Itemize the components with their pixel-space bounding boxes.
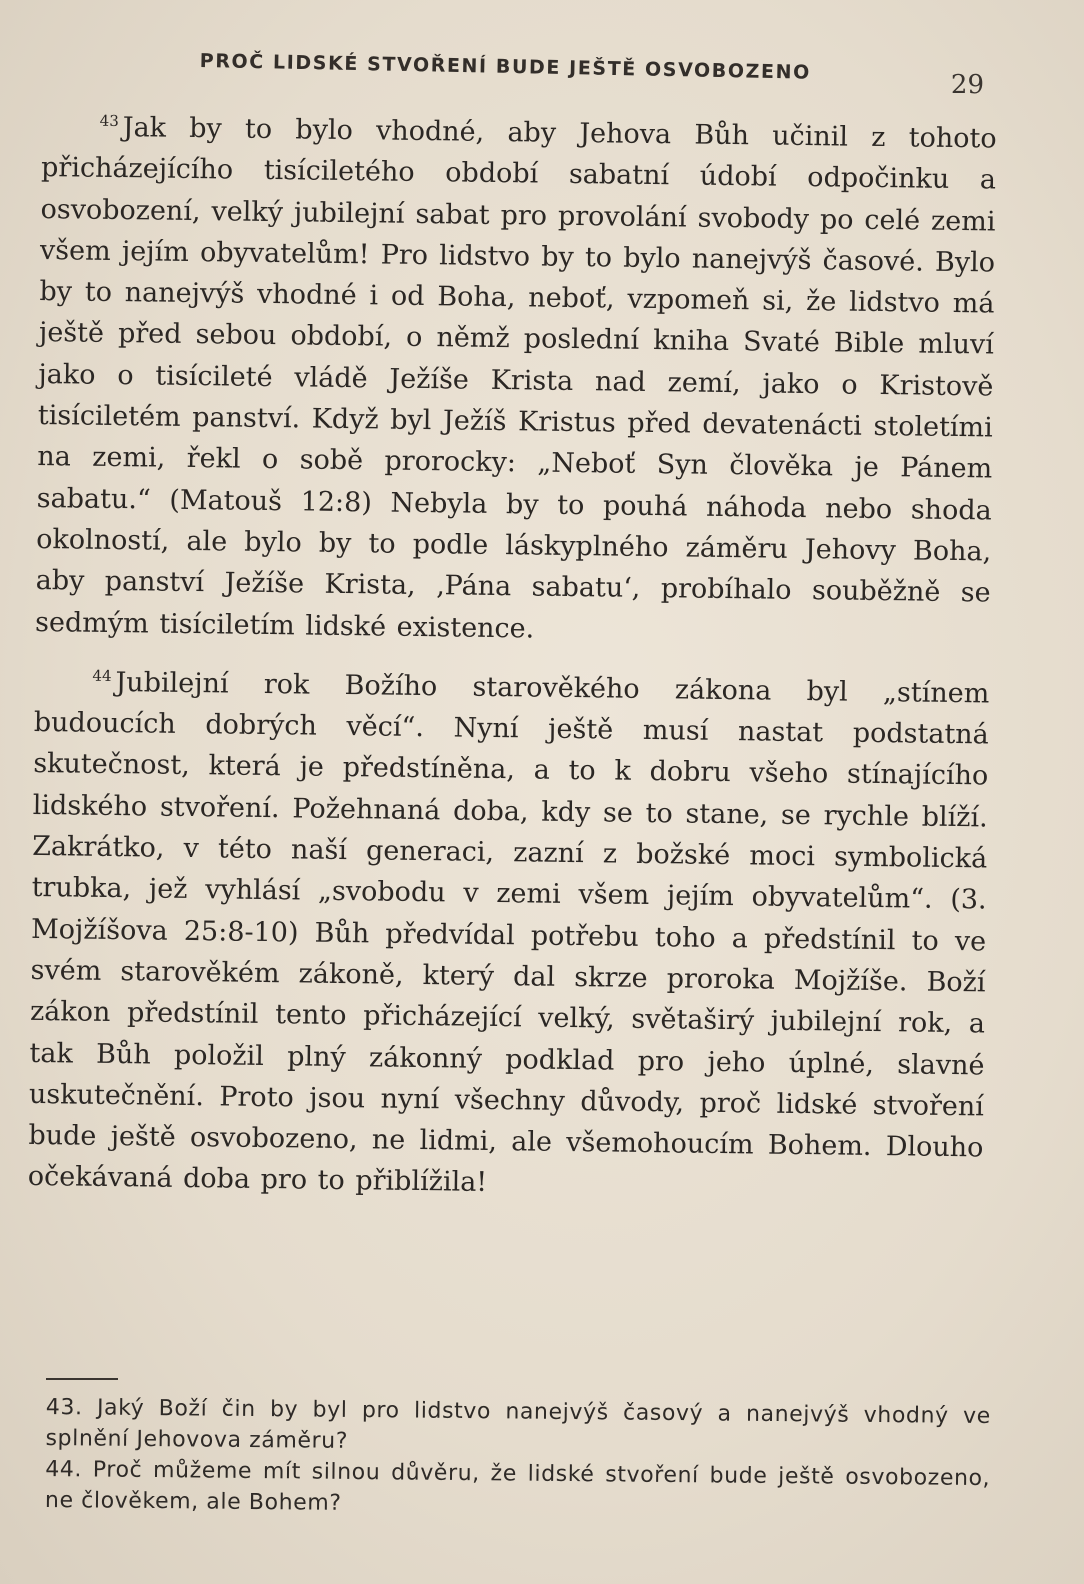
paragraph-text: Jubilejní rok Božího starověkého zákona byl „stínem budoucích dobrých věcí“. Nyní ještě musí nastat podstatná skutečnost, která je předstíněna, a to k dobru všeho stínajícího lidského stvoření. Požehnaná doba, kdy se to stane, se rychle blíží. Zakrátko, v této naší generaci, zazní z božské moci symbolická trubka, jež vyhlásí „svobodu v zemi všem jejím obyvatelům“. (3. Mojžíšova 25:8-10) Bůh předvídal potřebu toho a předstínil to ve svém starověkém zákoně, který dal skrze proroka Mojžíše. Boží zákon předstínil tento přicházející velký, světaširý jubilejní rok, a tak Bůh položil plný zákonný podklad pro jeho úplné, slavné uskutečnění. Proto jsou nyní všechny důvody, proč lidské stvoření bude ještě osvobozeno, ne lidmi, ale všemohoucím Bohem. Dlouho očekávaná doba pro to přiblížila! [27,666,990,1199]
paragraph-number: 43 [99,111,119,131]
page-number: 29 [950,70,984,100]
paragraph-text: Jak by to bylo vhodné, aby Jehova Bůh učinil z tohoto přicházejícího tisíciletého období sabatní údobí odpočinku a osvobození, velký jubilejní sabat pro provolání svobody po celé zemi všem jejím obyvatelům! Pro lidstvo by to bylo nanejvýš časové. Bylo by to nanejvýš vhodné i od Boha, neboť, vzpomeň si, že lidstvo má ještě před sebou období, o němž poslední kniha Svaté Bible mluví jako o tisícileté vládě Ježíše Krista nad zemí, jako o Kristově tisíciletém panství. Když byl Ježíš Kristus před devatenácti stoletími na zemi, řekl o sobě prorocky: „Neboť Syn člověka je Pánem sabatu.“ (Matouš 12:8) Nebyla by to pouhá náhoda nebo shoda okolností, ale bylo by to podle láskyplného záměru Jehovy Boha, aby panství Ježíše Krista, ‚Pána sabatu‘, probíhalo souběžně se sedmým tisíciletím lidské existence. [34,112,997,645]
paragraph-43 [35,100,997,655]
running-title: PROČ LIDSKÉ STVOŘENÍ BUDE JEŠTĚ OSVOBOZENO [199,50,812,84]
footnote-divider [46,1378,118,1380]
study-question-44: 44. Proč můžeme mít silnou důvěru, že lidské stvoření bude ještě osvobozeno, ne člověkem, ale Bohem? [44,1456,991,1516]
body-text [28,100,997,1210]
paragraph-44 [28,655,990,1210]
paragraph-number: 44 [92,666,112,685]
study-question-43: 43. Jaký Boží čin by byl pro lidstvo nanejvýš časový a nanejvýš vhodný ve splnění Jehovova záměru? [45,1394,991,1454]
study-questions [45,1392,991,1525]
